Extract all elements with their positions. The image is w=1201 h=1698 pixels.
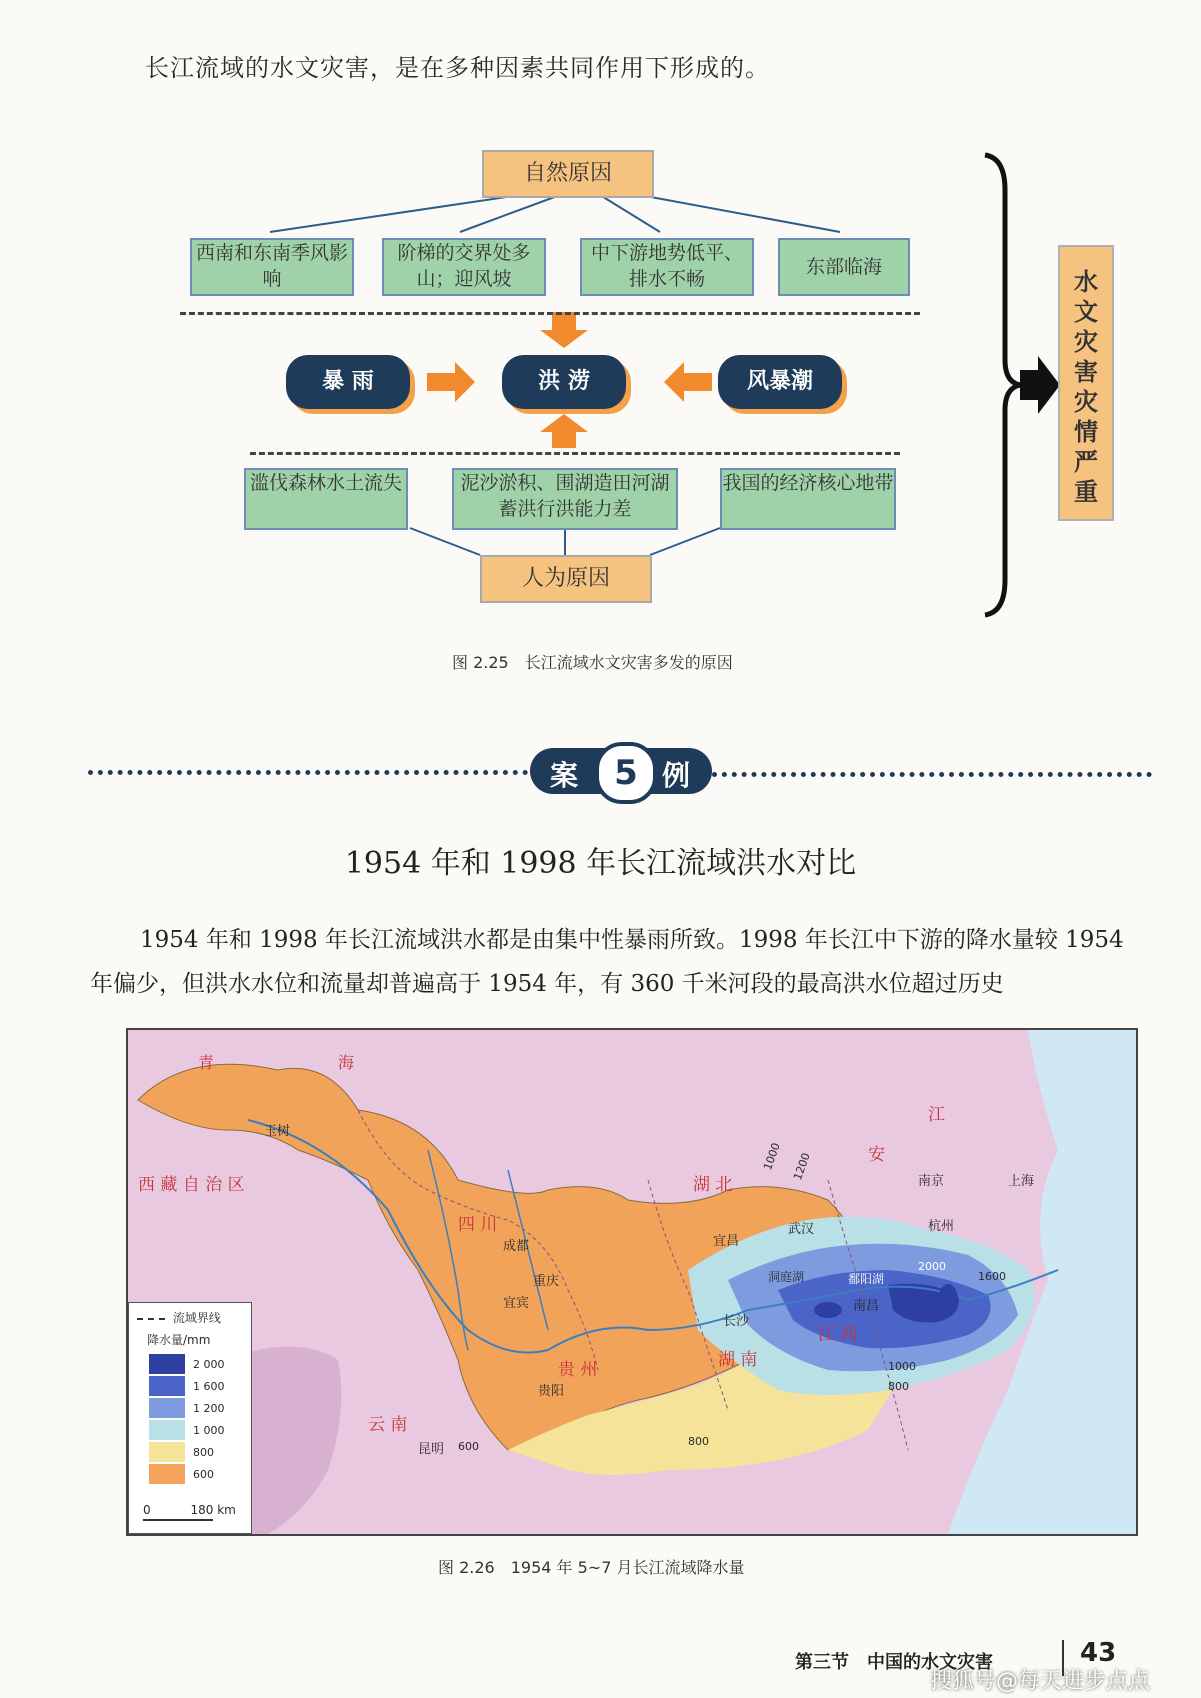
- map-legend: [128, 1302, 252, 1534]
- legend-label: 800: [193, 1445, 214, 1459]
- contour-label: 800: [688, 1435, 709, 1448]
- human-item-economy: 我国的经济核心地带: [720, 468, 896, 530]
- paragraph-text: 1954 年和 1998 年长江流域洪水都是由集中性暴雨所致。1998 年长江中下游的降水量较 1954 年偏少，但洪水水位和流量却普遍高于 1954 年，有 360 千米河段的最高洪水位超过历史: [90, 927, 1124, 997]
- intro-text: 长江流域的水文灾害，是在多种因素共同作用下形成的。: [145, 54, 770, 82]
- legend-swatch: [149, 1354, 185, 1374]
- legend-swatch: [149, 1464, 185, 1484]
- label-hunan: 湖 南: [718, 1350, 758, 1370]
- label-hubei: 湖 北: [693, 1175, 733, 1195]
- label-nanchang: 南昌: [853, 1299, 880, 1314]
- watermark: 搜狐号@每天进步点点: [930, 1669, 1151, 1694]
- human-item-deforestation: 滥伐森林水土流失: [244, 468, 408, 530]
- natural-item-coast: 东部临海: [778, 238, 910, 296]
- label-yunnan: 云 南: [368, 1415, 408, 1435]
- legend-title: 降水量/mm: [147, 1333, 211, 1347]
- label-yichang: 宜昌: [713, 1234, 740, 1249]
- label-guizhou: 贵 州: [558, 1360, 598, 1380]
- legend-swatch: [149, 1398, 185, 1418]
- case-paragraph: [90, 918, 1150, 1006]
- label-hai: 海: [338, 1053, 355, 1072]
- legend-item: [149, 1441, 225, 1463]
- scale-bar: [143, 1503, 243, 1521]
- legend-swatches: [149, 1353, 225, 1485]
- label-nanjing: 南京: [918, 1174, 945, 1189]
- label-changsha: 长沙: [723, 1314, 750, 1329]
- figure-caption-1: 图 2.25 长江流域水文灾害多发的原因: [452, 653, 733, 672]
- page-number: 43: [1080, 1638, 1117, 1668]
- case-left-char: 案: [550, 759, 579, 792]
- contour-label: 2000: [918, 1260, 946, 1273]
- label-chongqing: 重庆: [533, 1274, 560, 1289]
- rainstorm-node: 暴 雨: [286, 355, 410, 409]
- case-line-left: [88, 770, 538, 775]
- label-yibin: 宜宾: [503, 1296, 530, 1311]
- legend-swatch: [149, 1442, 185, 1462]
- contour-label: 1000: [888, 1360, 916, 1373]
- scale-zero: 0: [143, 1503, 151, 1517]
- legend-swatch: [149, 1420, 185, 1440]
- footer-section: 第三节 中国的水文灾害: [795, 1652, 993, 1673]
- result-text: 水文灾害灾情严重: [1074, 268, 1098, 506]
- contour-label: 1000: [761, 1141, 783, 1172]
- label-xizang: 西 藏 自 治 区: [138, 1175, 245, 1195]
- case-number-text: 5: [614, 753, 638, 793]
- figure-caption-2: 图 2.26 1954 年 5~7 月长江流域降水量: [438, 1558, 745, 1577]
- legend-label: 1 200: [193, 1401, 225, 1415]
- contour-label: 1200: [791, 1151, 813, 1182]
- flood-node: 洪 涝: [502, 355, 626, 409]
- storm-surge-node: 风暴潮: [718, 355, 842, 409]
- natural-item-monsoon: 西南和东南季风影响: [190, 238, 354, 296]
- label-dongtinghu: 洞庭湖: [768, 1270, 805, 1284]
- natural-item-terrain: 阶梯的交界处多山；迎风坡: [382, 238, 546, 296]
- divider-top: [180, 312, 920, 315]
- label-shanghai: 上海: [1008, 1174, 1035, 1189]
- legend-item: [149, 1353, 225, 1375]
- label-kunming: 昆明: [418, 1442, 445, 1457]
- legend-boundary-label: 流域界线: [172, 1311, 221, 1325]
- diagram-connectors: [0, 0, 1201, 650]
- label-qinghai: 青: [198, 1053, 215, 1072]
- legend-boundary: [137, 1309, 221, 1326]
- human-cause-box: 人为原因: [480, 555, 652, 603]
- legend-item: [149, 1463, 225, 1485]
- cause-diagram: [0, 0, 1201, 650]
- legend-item: [149, 1397, 225, 1419]
- label-yushu: 玉树: [264, 1124, 291, 1139]
- contour-label: 800: [888, 1380, 909, 1393]
- case-line-right: [712, 772, 1152, 777]
- legend-item: [149, 1419, 225, 1441]
- result-box: [1058, 245, 1114, 521]
- label-jiangsu: 江: [928, 1105, 945, 1125]
- legend-label: 1 600: [193, 1379, 225, 1393]
- label-chengdu: 成都: [503, 1239, 530, 1254]
- legend-label: 2 000: [193, 1357, 225, 1371]
- contour-label: 1600: [978, 1270, 1006, 1283]
- case-badge: [530, 748, 712, 794]
- section-title: 1954 年和 1998 年长江流域洪水对比: [344, 846, 857, 881]
- natural-item-lowland: 中下游地势低平、排水不畅: [580, 238, 754, 296]
- label-anhui: 安: [868, 1145, 885, 1165]
- label-guiyang: 贵阳: [538, 1384, 565, 1399]
- scale-label: 180 km: [190, 1503, 236, 1517]
- label-wuhan: 武汉: [788, 1222, 815, 1237]
- divider-bottom: [250, 452, 900, 455]
- human-item-sediment: 泥沙淤积、围湖造田河湖蓄洪行洪能力差: [452, 468, 678, 530]
- label-jiangxi: 江 西: [818, 1325, 858, 1345]
- label-poyanghu: 鄱阳湖: [848, 1272, 885, 1286]
- precipitation-map: [126, 1028, 1138, 1536]
- contour-label: 600: [458, 1440, 479, 1453]
- label-hangzhou: 杭州: [928, 1219, 955, 1234]
- case-right-char: 例: [662, 759, 691, 792]
- natural-cause-box: 自然原因: [482, 150, 654, 198]
- legend-item: [149, 1375, 225, 1397]
- legend-label: 600: [193, 1467, 214, 1481]
- legend-swatch: [149, 1376, 185, 1396]
- label-sichuan: 四 川: [458, 1215, 498, 1235]
- legend-label: 1 000: [193, 1423, 225, 1437]
- case-number: [595, 742, 657, 804]
